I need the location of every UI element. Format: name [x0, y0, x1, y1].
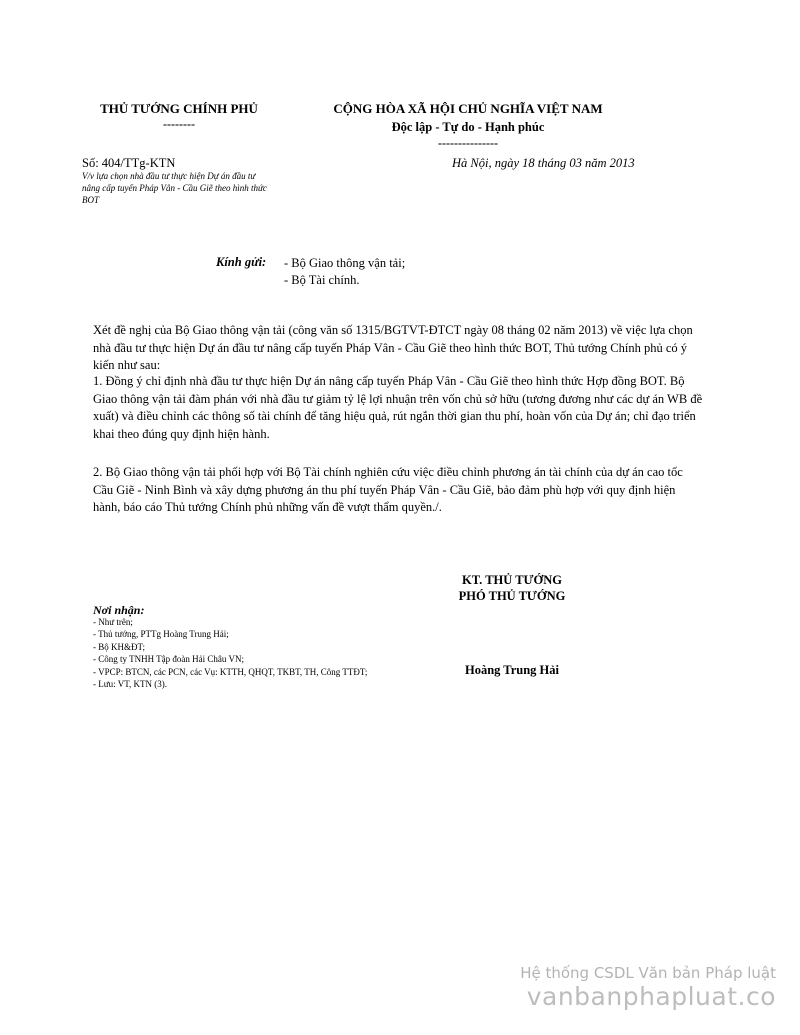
national-motto: Độc lập - Tự do - Hạnh phúc: [391, 120, 545, 134]
distribution-item: - Lưu: VT, KTN (3).: [93, 679, 168, 690]
recipient-item: - Bộ Tài chính.: [284, 273, 360, 287]
body-paragraph-2: 2. Bộ Giao thông vận tải phối hợp với Bộ Tài chính nghiên cứu việc điều chỉnh phương án tài chính của dự án cao tốc Cầu Giẽ - Ninh Bình và xây dựng phương án thu phí tuyến Pháp Vân - Cầu Giẽ, bảo đảm phù hợp với quy định hiện hành, báo cáo Thủ tướng Chính phủ những vấn đề vượt thẩm quyền./.: [93, 465, 683, 514]
distribution-list: [93, 616, 373, 690]
recipients-list: [284, 255, 405, 289]
body-paragraph-1: 1. Đồng ý chỉ định nhà đầu tư thực hiện Dự án nâng cấp tuyến Pháp Vân - Cầu Giẽ theo hình thức Hợp đồng BOT. Bộ Giao thông vận tải đàm phán với nhà đầu tư giảm tỷ lệ lợi nhuận trên vốn chủ sở hữu (tương đương như các dự án WB đề xuất) và điều chỉnh các thông số tài chính để tăng hiệu quả, rút ngắn thời gian thu phí, hoàn vốn của Dự án; chỉ đạo triển khai theo đúng quy định hiện hành.: [93, 374, 703, 441]
national-title-block: [318, 101, 618, 149]
distribution-item: - Công ty TNHH Tập đoàn Hải Châu VN;: [93, 654, 244, 665]
issuer-block: [88, 101, 270, 130]
distribution-item: - VPCP: BTCN, các PCN, các Vụ: KTTH, QHQT, TKBT, TH, Công TTĐT;: [93, 666, 368, 677]
body-paragraph-intro: Xét đề nghị của Bộ Giao thông vận tải (công văn số 1315/BGTVT-ĐTCT ngày 08 tháng 02 năm 2013) về việc lựa chọn nhà đầu tư thực hiện Dự án đầu tư nâng cấp tuyến Pháp Vân - Cầu Giẽ theo hình thức BOT, Thủ tướng Chính phủ có ý kiến như sau:: [93, 323, 693, 372]
document-summary: V/v lựa chọn nhà đầu tư thực hiện Dự án đầu tư nâng cấp tuyến Pháp Vân - Cầu Giẽ theo hình thức BOT: [82, 171, 267, 205]
document-number: Số: 404/TTg-KTN: [82, 156, 176, 170]
recipients-label: Kính gửi:: [216, 255, 267, 269]
watermark-caption: Hệ thống CSDL Văn bản Pháp luật: [520, 964, 776, 982]
distribution-label: Nơi nhận:: [93, 603, 145, 617]
issuer-name: THỦ TƯỚNG CHÍNH PHỦ: [100, 101, 258, 116]
signature-line-2: PHÓ THỦ TƯỚNG: [458, 589, 566, 603]
national-title: CỘNG HÒA XÃ HỘI CHỦ NGHĨA VIỆT NAM: [333, 101, 603, 116]
watermark-site: vanbanphapluat.co: [526, 982, 776, 1011]
motto-divider: ---------------: [438, 136, 498, 150]
signer-name: Hoàng Trung Hải: [464, 663, 559, 677]
distribution-item: - Như trên;: [93, 617, 133, 627]
signature-line-1: KT. THỦ TƯỚNG: [462, 573, 562, 587]
distribution-item: - Thủ tướng, PTTg Hoàng Trung Hải;: [93, 629, 229, 640]
issuer-divider: --------: [163, 117, 195, 131]
signature-title: [412, 572, 612, 604]
recipient-item: - Bộ Giao thông vận tải;: [284, 256, 406, 270]
distribution-item: - Bộ KH&ĐT;: [93, 641, 146, 652]
place-and-date: Hà Nội, ngày 18 tháng 03 năm 2013: [452, 156, 635, 170]
